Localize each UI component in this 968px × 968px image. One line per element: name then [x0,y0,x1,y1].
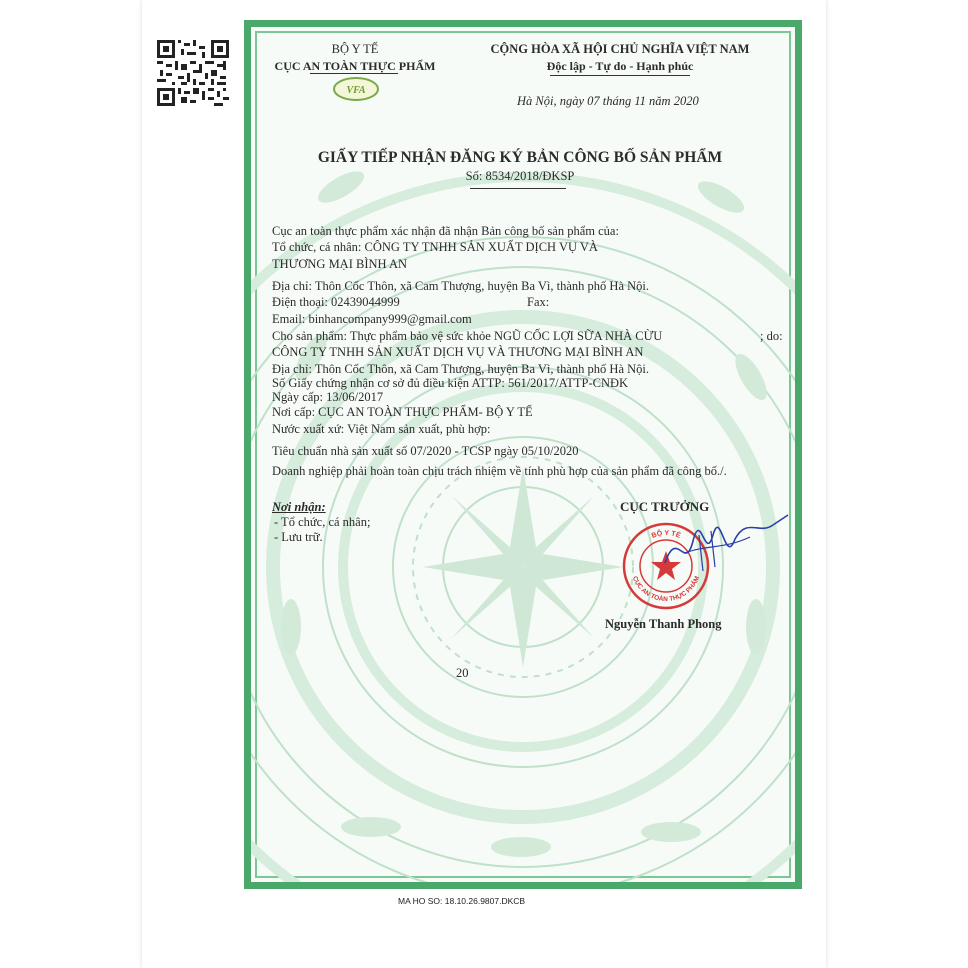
agency-name: CỤC AN TOÀN THỰC PHẨM [274,59,436,73]
svg-text:BỘ Y TẾ: BỘ Y TẾ [650,529,682,540]
recipient-item: - Tổ chức, cá nhân; [274,515,371,529]
qr-code-icon [157,40,229,106]
standard: Tiêu chuẩn nhà sản xuất số 07/2020 - TCSP ngày 05/10/2020 [272,444,579,458]
motto: Độc lập - Tự do - Hạnh phúc [546,59,694,73]
country-name: CỘNG HÒA XÃ HỘI CHỦ NGHĨA VIỆT NAM [490,42,750,56]
phone: Điện thoại: 02439044999 [272,295,400,309]
ministry-name: BỘ Y TẾ [331,42,379,56]
intro-text: Cục an toàn thực phẩm xác nhận đã nhận Bản công bố sản phẩm của: [272,224,619,238]
product-line-1: Cho sản phẩm: Thực phẩm bảo vệ sức khỏe NGŨ CỐC LỢI SỮA NHÀ CỪU [272,329,663,343]
svg-text:CỤC AN TOÀN THỰC PHẨM: CỤC AN TOÀN THỰC PHẨM [630,575,702,604]
origin: Nước xuất xứ: Việt Nam sản xuất, phù hợp: [272,422,491,436]
recipients-label: Nơi nhận: [272,500,326,514]
signer-name: Nguyễn Thanh Phong [605,617,722,631]
place-date: Hà Nội, ngày 07 tháng 11 năm 2020 [517,94,699,108]
signer-title: CỤC TRƯỞNG [620,499,710,514]
document-number: Số: 8534/2018/ĐKSP [465,169,575,183]
organization-line-1: Tổ chức, cá nhân: CÔNG TY TNHH SẢN XUẤT DỊCH VỤ VÀ [272,240,598,254]
certificate-number: Số Giấy chứng nhận cơ sở đủ điều kiện ATTP: 561/2017/ATTP-CNĐK [272,376,629,390]
address-1: Địa chỉ: Thôn Cốc Thôn, xã Cam Thượng, huyện Ba Vì, thành phố Hà Nội. [272,279,650,293]
email: Email: binhancompany999@gmail.com [272,312,472,326]
divider [470,188,566,189]
address-2: Địa chỉ: Thôn Cốc Thôn, xã Cam Thượng, huyện Ba Vì, thành phố Hà Nội. [272,362,650,376]
organization-line-2: THƯƠNG MẠI BÌNH AN [272,257,408,271]
fax: Fax: [527,295,550,309]
handwritten-signature [655,505,790,585]
divider [550,75,690,76]
product-line-2: CÔNG TY TNHH SẢN XUẤT DỊCH VỤ VÀ THƯƠNG MẠI BÌNH AN [272,345,644,359]
responsibility-statement: Doanh nghiệp phải hoàn toàn chịu trách nhiệm về tính phù hợp của sản phẩm đã công bố./. [272,464,727,478]
divider [310,73,398,74]
page-number: 20 [456,666,469,680]
issuer: Nơi cấp: CỤC AN TOÀN THỰC PHẨM- BỘ Y TẾ [272,405,533,419]
recipient-item: - Lưu trữ. [274,530,323,544]
dossier-code: MA HO SO: 18.10.26.9807.DKCB [398,896,526,906]
issue-date: Ngày cấp: 13/06/2017 [272,390,384,404]
product-producer-label: ; do: [760,329,783,343]
svg-text:VFA: VFA [346,85,366,96]
document-title: GIẤY TIẾP NHẬN ĐĂNG KÝ BẢN CÔNG BỐ SẢN PHẨM [317,149,723,166]
vfa-logo [332,76,380,102]
